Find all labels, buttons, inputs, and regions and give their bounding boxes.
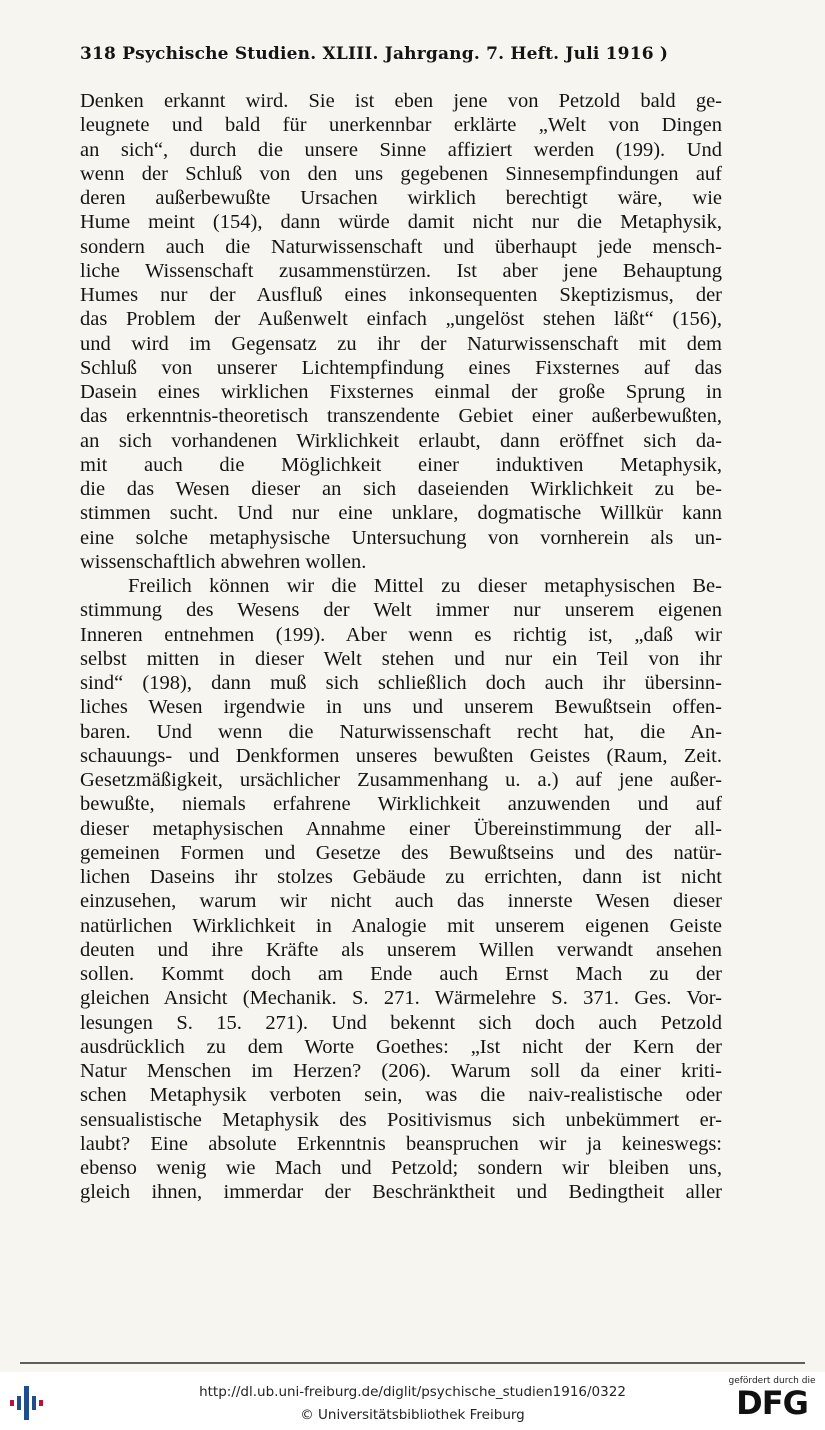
text-line: wissenschaftlich abwehren wollen. — [80, 550, 367, 573]
body-text — [80, 89, 722, 1205]
text-line: lichen Daseins ihr stolzes Gebäude zu errichten, dann ist nicht — [80, 866, 722, 888]
text-line: Hume meint (154), dann würde damit nicht nur die Metaphysik, — [80, 211, 722, 234]
text-line: deuten und ihre Kräfte als unserem Willen verwandt ansehen — [80, 938, 722, 961]
text-line: selbst mitten in dieser Welt stehen und nur ein Teil von ihr — [80, 647, 722, 670]
text-line: das erkenntnis-theoretisch transzendente Gebiet einer außerbewußten, — [80, 405, 722, 428]
text-line: eine solche metaphysische Untersuchung von vornherein als un- — [80, 526, 722, 549]
text-line: gleich ihnen, immerdar der Beschränktheit und Bedingtheit aller — [80, 1181, 722, 1204]
running-head: 318 Psychische Studien. XLIII. Jahrgang. 7. Heft. Juli 1916 ) — [80, 44, 669, 64]
scan-edge-rule — [20, 1362, 805, 1364]
text-line: baren. Und wenn die Naturwissenschaft recht hat, die An- — [80, 720, 722, 743]
text-line: gleichen Ansicht (Mechanik. S. 271. Wärmelehre S. 371. Ges. Vor- — [80, 987, 722, 1010]
text-line: dieser metaphysischen Annahme einer Übereinstimmung der all- — [80, 817, 722, 840]
text-line: schauungs- und Denkformen unseres bewußten Geistes (Raum, Zeit. — [80, 744, 722, 767]
viewer-footer — [0, 1372, 825, 1430]
text-line: gemeinen Formen und Gesetze des Bewußtseins und des natür- — [80, 841, 722, 864]
text-line: Schluß von unserer Lichtempfindung eines Fixsternes auf das — [80, 356, 722, 379]
text-line: sensualistische Metaphysik des Positivismus sich unbekümmert er- — [80, 1108, 722, 1131]
text-line: wenn der Schluß von den uns gegebenen Sinnesempfindungen auf — [80, 162, 722, 185]
text-line: natürlichen Wirklichkeit in Analogie mit unserem eigenen Geiste — [80, 914, 722, 937]
text-line: ebenso wenig wie Mach und Petzold; sondern wir bleiben uns, — [80, 1157, 722, 1179]
text-line: und wird im Gegensatz zu ihr der Naturwissenschaft mit dem — [80, 332, 722, 355]
text-line: einzusehen, warum wir nicht auch das innerste Wesen dieser — [80, 890, 722, 913]
text-line: leugnete und bald für unerkennbar erklärte „Welt von Dingen — [80, 114, 722, 137]
dfg-funding-logo — [727, 1376, 817, 1420]
text-line: sollen. Kommt doch am Ende auch Ernst Mach zu der — [80, 963, 722, 985]
text-line: sondern auch die Naturwissenschaft und überhaupt jede mensch- — [80, 235, 722, 258]
text-line: an sich“, durch die unsere Sinne affiziert werden (199). Und — [80, 138, 722, 161]
text-line: liches Wesen irgendwie in uns und unserem Bewußtsein offen- — [80, 696, 722, 719]
text-line: Dasein eines wirklichen Fixsternes einmal der große Sprung in — [80, 381, 722, 403]
text-line: laubt? Eine absolute Erkenntnis beanspruchen wir ja keineswegs: — [80, 1132, 722, 1155]
text-line: die das Wesen dieser an sich daseienden Wirklichkeit zu be- — [80, 478, 722, 500]
text-line: das Problem der Außenwelt einfach „ungelöst stehen läßt“ (156), — [80, 308, 722, 331]
copyright-notice: © Universitätsbibliothek Freiburg — [300, 1407, 525, 1423]
text-line: sind“ (198), dann muß sich schließlich doch auch ihr übersinn- — [80, 672, 722, 694]
text-line: Denken erkannt wird. Sie ist eben jene von Petzold bald ge- — [80, 90, 722, 112]
text-line: schen Metaphysik verboten sein, was die naiv-realistische oder — [80, 1084, 722, 1107]
text-line: ausdrücklich zu dem Worte Goethes: „Ist nicht der Kern der — [80, 1035, 722, 1058]
dfg-logo-icon: DFG — [736, 1384, 808, 1422]
text-line: Gesetzmäßigkeit, ursächlicher Zusammenhang u. a.) auf jene außer- — [80, 769, 722, 791]
text-line: Inneren entnehmen (199). Aber wenn es richtig ist, „daß wir — [80, 623, 722, 646]
funding-note: gefördert durch die — [728, 1376, 816, 1386]
text-line: liche Wissenschaft zusammenstürzen. Ist aber jene Behauptung — [80, 259, 722, 282]
text-line: lesungen S. 15. 271). Und bekennt sich doch auch Petzold — [80, 1011, 722, 1034]
text-line: mit auch die Möglichkeit einer induktiven Metaphysik, — [80, 453, 722, 476]
permalink-url[interactable]: http://dl.ub.uni-freiburg.de/diglit/psychische_studien1916/0322 — [199, 1384, 626, 1400]
text-line: stimmung des Wesens der Welt immer nur unserem eigenen — [80, 599, 722, 622]
text-line: stimmen sucht. Und nur eine unklare, dogmatische Willkür kann — [80, 502, 722, 525]
text-line: Natur Menschen im Herzen? (206). Warum soll da einer kriti- — [80, 1060, 722, 1082]
text-line: bewußte, niemals erfahrene Wirklichkeit anzuwenden und auf — [80, 793, 722, 816]
text-line: Humes nur der Ausfluß eines inkonsequenten Skeptizismus, der — [80, 284, 722, 306]
text-line: deren außerbewußte Ursachen wirklich berechtigt wäre, wie — [80, 187, 722, 209]
text-line: an sich vorhandenen Wirklichkeit erlaubt, dann eröffnet sich da- — [80, 429, 722, 452]
text-line: Freilich können wir die Mittel zu dieser metaphysischen Be- — [128, 575, 722, 597]
